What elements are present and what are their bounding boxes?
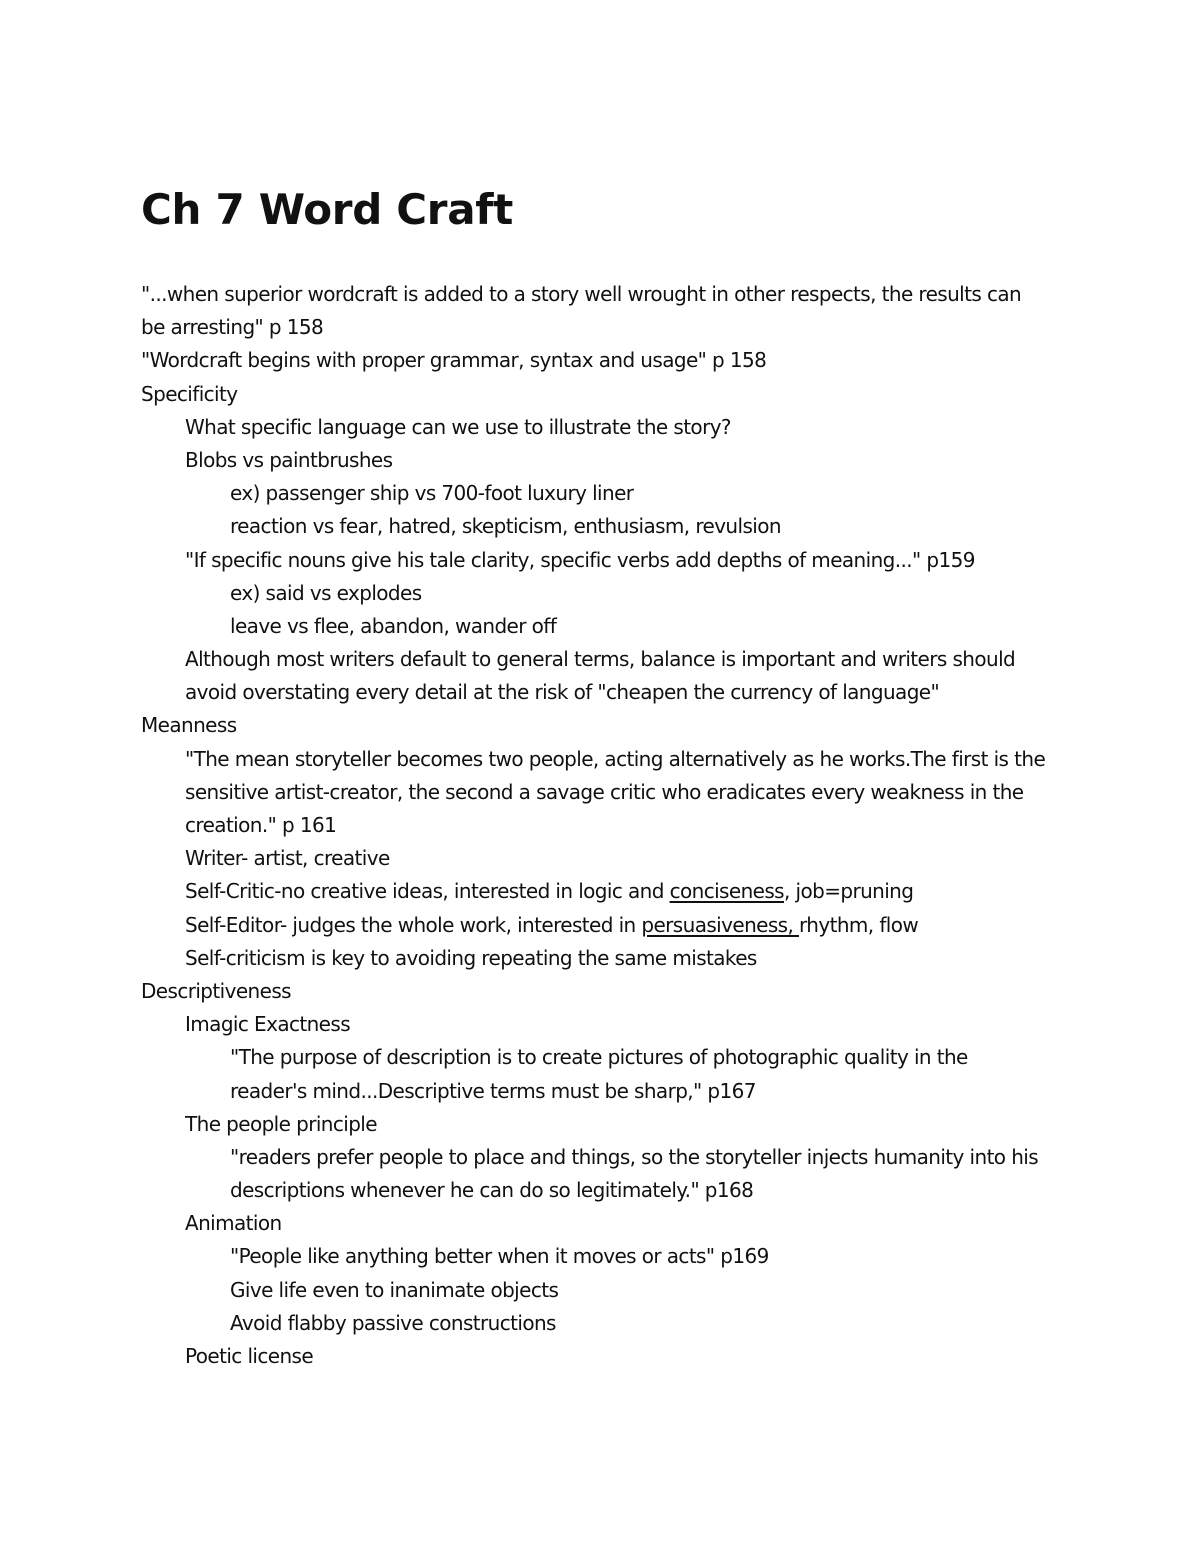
quote-line: "People like anything better when it moves or acts" p169 xyxy=(230,1244,769,1269)
note-line: What specific language can we use to illustrate the story? xyxy=(185,414,731,439)
quote-line: "...when superior wordcraft is added to a story well wrought in other respects, the results can xyxy=(141,282,1022,306)
example-line: ex) passenger ship vs 700-foot luxury liner xyxy=(230,481,634,506)
note-line: avoid overstating every detail at the risk of "cheapen the currency of language" xyxy=(185,680,940,705)
note-line: Self-criticism is key to avoiding repeating the same mistakes xyxy=(185,945,757,970)
note-line: Writer- artist, creative xyxy=(185,846,390,871)
quote-line: be arresting" p 158 xyxy=(141,315,324,340)
quote-line: creation." p 161 xyxy=(185,813,337,837)
quote-line: reader's mind...Descriptive terms must be sharp," p167 xyxy=(230,1078,756,1103)
note-text: , job=pruning xyxy=(784,879,914,904)
note-line-self-editor xyxy=(141,909,1076,942)
section-heading-descriptiveness: Descriptiveness xyxy=(141,978,291,1003)
example-line: reaction vs fear, hatred, skepticism, enthusiasm, revulsion xyxy=(230,514,781,539)
quote-line: "The purpose of description is to create pictures of photographic quality in the xyxy=(230,1045,968,1070)
note-line: Although most writers default to general terms, balance is important and writers should xyxy=(185,647,1016,672)
document-title: Ch 7 Word Craft xyxy=(141,185,514,234)
note-line: Blobs vs paintbrushes xyxy=(185,447,393,472)
notes-body xyxy=(141,278,1076,1373)
underlined-term: conciseness xyxy=(669,879,784,904)
quote-line: "The mean storyteller becomes two people, acting alternatively as he works.The first is the xyxy=(185,746,1046,771)
subheading-line: Poetic license xyxy=(185,1344,314,1368)
note-text: Self-Editor- judges the whole work, interested in xyxy=(185,912,642,937)
subheading-line: Imagic Exactness xyxy=(185,1012,351,1037)
section-heading-specificity: Specificity xyxy=(141,381,238,406)
note-line-self-critic xyxy=(141,875,1076,908)
subheading-line: Animation xyxy=(185,1211,282,1236)
note-line: Avoid flabby passive constructions xyxy=(230,1310,556,1335)
underlined-term: persuasiveness, xyxy=(641,912,800,937)
note-text: Self-Critic-no creative ideas, interested in logic and xyxy=(185,879,670,904)
quote-line: sensitive artist-creator, the second a savage critic who eradicates every weakness in the xyxy=(185,779,1024,804)
note-line: "If specific nouns give his tale clarity, specific verbs add depths of meaning..." p159 xyxy=(185,547,975,572)
note-line: Give life even to inanimate objects xyxy=(230,1277,559,1302)
section-heading-meanness: Meanness xyxy=(141,713,237,738)
example-line: leave vs flee, abandon, wander off xyxy=(230,613,557,638)
quote-line: "readers prefer people to place and things, so the storyteller injects humanity into his xyxy=(230,1144,1039,1169)
example-line: ex) said vs explodes xyxy=(230,580,422,605)
note-text: rhythm, flow xyxy=(799,912,919,937)
quote-line: descriptions whenever he can do so legitimately." p168 xyxy=(230,1178,754,1203)
subheading-line: The people principle xyxy=(185,1111,377,1136)
quote-line: "Wordcraft begins with proper grammar, syntax and usage" p 158 xyxy=(141,348,767,373)
